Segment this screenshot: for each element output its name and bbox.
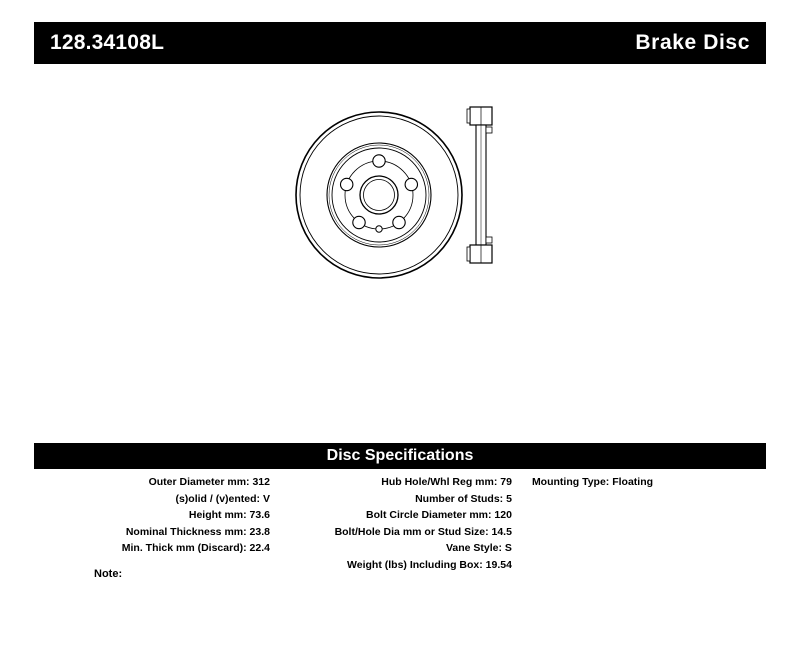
note-row <box>34 568 766 580</box>
part-number: 128.34108L <box>50 31 165 54</box>
spec-item: Outer Diameter mm: 312 <box>148 476 270 488</box>
spec-item: (s)olid / (v)ented: V <box>175 492 270 505</box>
specs-column-right <box>522 474 766 573</box>
note-label: Note: <box>94 568 123 580</box>
spec-item: Height mm: 73.6 <box>188 509 270 521</box>
spec-item: Hub Hole/Whl Reg mm: 79 <box>381 476 512 488</box>
spec-item: Bolt Circle Diameter mm: 120 <box>366 509 512 521</box>
specs-body <box>34 474 766 573</box>
product-drawing <box>34 75 766 430</box>
page-title: Brake Disc <box>635 31 750 54</box>
rotor-front-view <box>289 105 469 290</box>
spec-item: Min. Thick mm (Discard): 22.4 <box>121 542 270 554</box>
spec-item: Nominal Thickness mm: 23.8 <box>125 525 270 538</box>
specs-header-bar <box>34 443 766 469</box>
specs-title: Disc Specifications <box>326 447 474 464</box>
specs-column-left <box>34 474 278 573</box>
spec-item: Bolt/Hole Dia mm or Stud Size: 14.5 <box>334 525 512 538</box>
rotor-cross-section <box>454 97 514 302</box>
spec-item: Number of Studs: 5 <box>415 492 512 505</box>
spec-item: Weight (lbs) Including Box: 19.54 <box>347 558 512 571</box>
spec-item: Mounting Type: Floating <box>531 476 654 488</box>
header-bar <box>34 22 766 64</box>
spec-item: Vane Style: S <box>445 542 512 554</box>
specs-column-middle <box>278 474 522 573</box>
